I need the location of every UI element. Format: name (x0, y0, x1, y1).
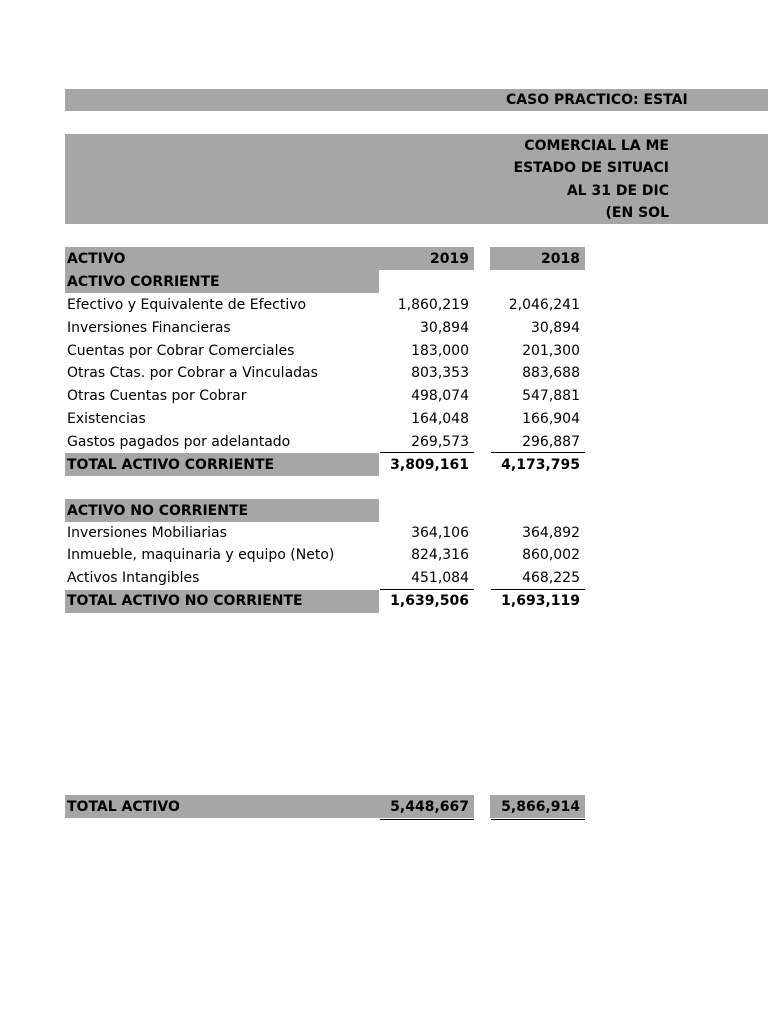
row-value-2018: 201,300 (522, 343, 580, 359)
row-value-2019: 30,894 (420, 320, 469, 336)
row-label: Otras Ctas. por Cobrar a Vinculadas (67, 365, 318, 381)
document-title: CASO PRACTICO: ESTAI (506, 92, 688, 108)
total-current-2018: 4,173,795 (501, 457, 580, 473)
total-noncurrent-2019: 1,639,506 (390, 593, 469, 609)
title-band (65, 89, 768, 111)
row-value-2019: 164,048 (411, 411, 469, 427)
header-band (65, 134, 768, 224)
row-value-2019: 803,353 (411, 365, 469, 381)
section-title-current: ACTIVO CORRIENTE (67, 274, 220, 290)
row-label: Activos Intangibles (67, 570, 200, 586)
row-value-2019: 1,860,219 (397, 297, 469, 313)
section-title-noncurrent: ACTIVO NO CORRIENTE (67, 503, 249, 519)
total-noncurrent-label: TOTAL ACTIVO NO CORRIENTE (67, 593, 303, 609)
column-header-2019: 2019 (430, 251, 469, 267)
total-current-label: TOTAL ACTIVO CORRIENTE (67, 457, 275, 473)
grand-total-label: TOTAL ACTIVO (67, 799, 180, 815)
row-value-2018: 468,225 (522, 570, 580, 586)
row-value-2019: 183,000 (411, 343, 469, 359)
total-current-2019: 3,809,161 (390, 457, 469, 473)
row-value-2018: 547,881 (522, 388, 580, 404)
statement-date: AL 31 DE DIC (566, 183, 669, 199)
subtotal-rule-2018 (491, 452, 585, 453)
row-value-2018: 166,904 (522, 411, 580, 427)
row-value-2018: 860,002 (522, 547, 580, 563)
row-value-2019: 498,074 (411, 388, 469, 404)
total-noncurrent-2018: 1,693,119 (501, 593, 580, 609)
grand-total-2018: 5,866,914 (501, 799, 580, 815)
row-value-2019: 269,573 (411, 434, 469, 450)
row-label: Inversiones Mobiliarias (67, 525, 227, 541)
row-value-2019: 451,084 (411, 570, 469, 586)
row-value-2018: 30,894 (531, 320, 580, 336)
row-value-2018: 364,892 (522, 525, 580, 541)
row-value-2018: 296,887 (522, 434, 580, 450)
row-value-2019: 364,106 (411, 525, 469, 541)
row-label: Inversiones Financieras (67, 320, 231, 336)
row-label: Existencias (67, 411, 146, 427)
column-header-2018: 2018 (541, 251, 580, 267)
company-name: COMERCIAL LA ME (524, 138, 669, 154)
statement-currency: (EN SOL (605, 205, 669, 221)
row-label: Inmueble, maquinaria y equipo (Neto) (67, 547, 335, 563)
row-value-2018: 2,046,241 (508, 297, 580, 313)
row-value-2019: 824,316 (411, 547, 469, 563)
column-header-activo: ACTIVO (67, 251, 126, 267)
row-label: Cuentas por Cobrar Comerciales (67, 343, 295, 359)
subtotal-rule-2019 (380, 452, 474, 453)
row-label: Gastos pagados por adelantado (67, 434, 291, 450)
row-label: Efectivo y Equivalente de Efectivo (67, 297, 307, 313)
grand-total-rule-2018 (491, 819, 585, 820)
grand-total-rule-2019 (380, 819, 474, 820)
grand-total-2019: 5,448,667 (390, 799, 469, 815)
row-value-2018: 883,688 (522, 365, 580, 381)
row-label: Otras Cuentas por Cobrar (67, 388, 247, 404)
statement-name: ESTADO DE SITUACI (513, 160, 669, 176)
